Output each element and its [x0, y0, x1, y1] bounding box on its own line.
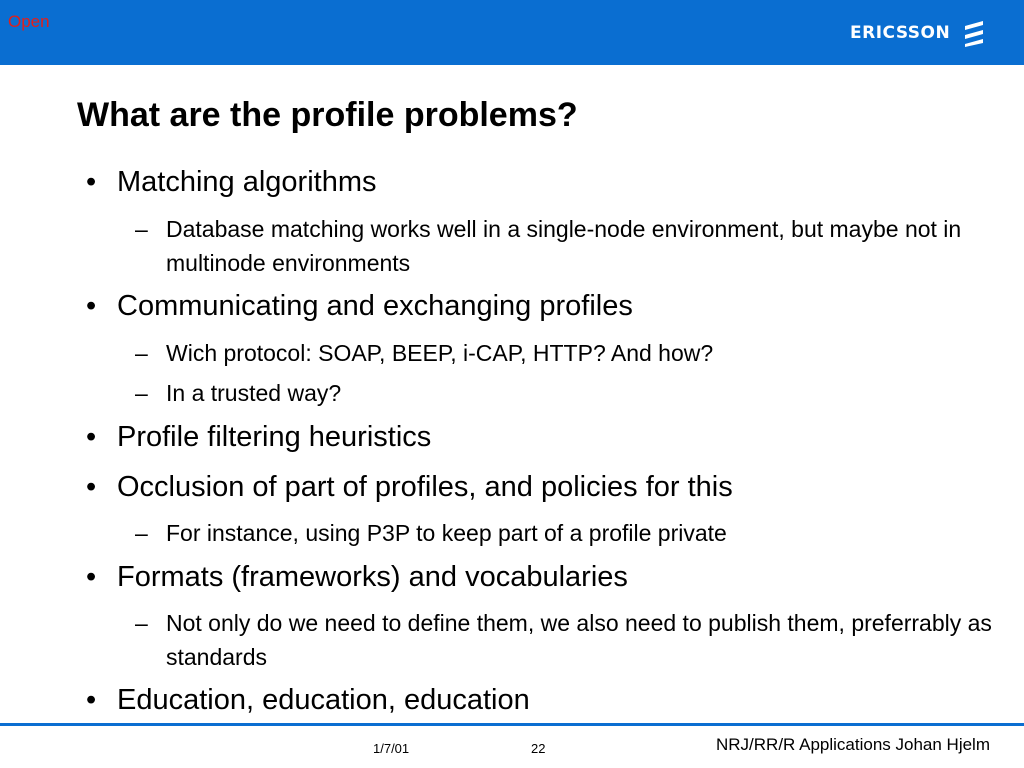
sub-item	[135, 212, 995, 280]
header-bar	[0, 0, 1024, 65]
bullet-text: Formats (frameworks) and vocabularies	[117, 561, 628, 593]
dash-glyph: –	[135, 520, 148, 546]
ericsson-logo	[850, 18, 986, 48]
logo-text: ERICSSON	[850, 23, 951, 43]
ericsson-mark-icon	[962, 19, 986, 47]
bullet-glyph: •	[86, 684, 97, 716]
dash-glyph: –	[135, 216, 148, 242]
sub-text: For instance, using P3P to keep part of a profile private	[166, 520, 727, 546]
bullet-text: Profile filtering heuristics	[117, 421, 432, 453]
sub-text: Not only do we need to define them, we also need to publish them, preferrably as standards	[166, 610, 992, 670]
slide-title: What are the profile problems?	[77, 96, 578, 134]
dash-glyph: –	[135, 610, 148, 636]
dash-glyph: –	[135, 340, 148, 366]
sub-text: Database matching works well in a single-node environment, but maybe not in multinode environments	[166, 216, 962, 276]
sub-item	[135, 376, 995, 410]
bullet-text: Education, education, education	[117, 684, 530, 716]
footer-date: 1/7/01	[373, 741, 410, 756]
sub-item	[135, 336, 995, 370]
sub-item	[135, 606, 995, 674]
bullet-text: Communicating and exchanging profiles	[117, 290, 633, 322]
bullet-glyph: •	[86, 471, 97, 503]
bullet-text: Matching algorithms	[117, 166, 377, 198]
sub-text: In a trusted way?	[166, 380, 342, 406]
bullet-glyph: •	[86, 166, 97, 198]
page-number: 22	[531, 741, 546, 756]
footer-author: NRJ/RR/R Applications Johan Hjelm	[716, 735, 990, 754]
classification-label: Open	[8, 12, 50, 31]
sub-item	[135, 516, 995, 550]
bullet-glyph: •	[86, 421, 97, 453]
bullet-glyph: •	[86, 561, 97, 593]
dash-glyph: –	[135, 380, 148, 406]
footer-divider	[0, 723, 1024, 726]
bullet-text: Occlusion of part of profiles, and policies for this	[117, 471, 733, 503]
bullet-glyph: •	[86, 290, 97, 322]
sub-text: Wich protocol: SOAP, BEEP, i-CAP, HTTP? And how?	[166, 340, 714, 366]
